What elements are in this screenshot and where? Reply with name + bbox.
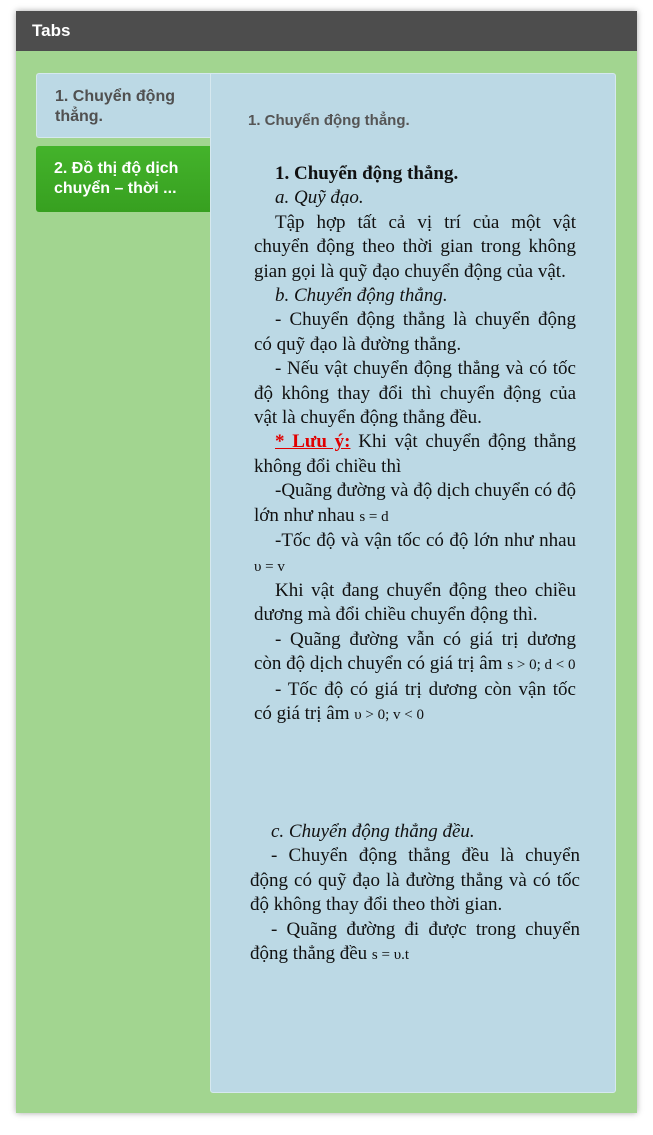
paragraph-n4 (254, 628, 576, 678)
note-paragraph (254, 430, 576, 479)
paragraph-c2-text: - Quãng đường đi được trong chuyển động thẳng đều (250, 918, 580, 965)
subheading-c: c. Chuyển động thẳng đều. (271, 821, 475, 842)
subheading-a: a. Quỹ đạo. (275, 187, 364, 209)
paragraph-c1: - Chuyển động thẳng đều là chuyển động có quỹ đạo là đường thẳng và có tốc độ không thay đổi theo thời gian. (250, 845, 580, 916)
paragraph-n3: Khi vật đang chuyển động theo chiều dương mà đổi chiều chuyển động thì. (254, 579, 576, 626)
tab-do-thi-do-dich-chuyen[interactable] (36, 146, 210, 212)
formula-speed-positive-velocity-negative: υ > 0; v < 0 (354, 706, 425, 723)
panel-content (254, 162, 576, 727)
section-heading: 1. Chuyển động thẳng. (275, 163, 459, 184)
widget-header: Tabs (16, 11, 637, 51)
paragraph-c2 (250, 918, 580, 968)
paragraph-n2 (254, 529, 576, 579)
tabs-widget (16, 11, 637, 1113)
tab-chuyen-dong-thang[interactable] (36, 73, 210, 138)
paragraph-b1: - Chuyển động thẳng là chuyển động có quỹ đạo là đường thẳng. (254, 309, 576, 355)
subheading-b: b. Chuyển động thẳng. (275, 285, 448, 307)
paragraph-n2-text: -Tốc độ và vận tốc có độ lớn như nhau (275, 530, 576, 552)
tab-label-line1: 2. Đồ thị độ dịch (54, 160, 179, 177)
paragraph-a: Tập hợp tất cả vị trí của một vật chuyển động theo thời gian trong không gian gọi là quỹ đạo chuyển động của vật. (254, 211, 576, 282)
paragraph-n5-text: - Tốc độ có giá trị dương còn vận tốc có giá trị âm (254, 678, 576, 724)
formula-s-positive-d-negative: s > 0; d < 0 (507, 657, 576, 674)
paragraph-b2: - Nếu vật chuyển động thẳng và có tốc độ không thay đổi thì chuyển động của vật là chuyển động thẳng đều. (254, 358, 576, 429)
paragraph-n4-text: - Quãng đường vẫn có giá trị dương còn độ dịch chuyển có giá trị âm (254, 628, 576, 675)
note-text: Khi vật chuyển động thẳng không đổi chiều thì (254, 431, 576, 477)
paragraph-n5 (254, 678, 576, 728)
formula-s-equals-d: s = d (359, 508, 389, 525)
tab-panel (210, 73, 616, 1093)
paragraph-n1 (254, 479, 576, 529)
formula-speed-equals-velocity: υ = v (254, 558, 285, 575)
formula-s-equals-vt: s = υ.t (371, 947, 410, 964)
note-label: * Lưu ý: (275, 431, 351, 453)
panel-content-c (250, 820, 580, 967)
tab-label: 1. Chuyển động thẳng. (55, 88, 175, 125)
paragraph-n1-text: -Quãng đường và độ dịch chuyển có độ lớn như nhau (254, 480, 576, 526)
panel-title: 1. Chuyển động thẳng. (248, 112, 410, 129)
tab-label-line2: chuyển – thời ... (54, 180, 177, 197)
